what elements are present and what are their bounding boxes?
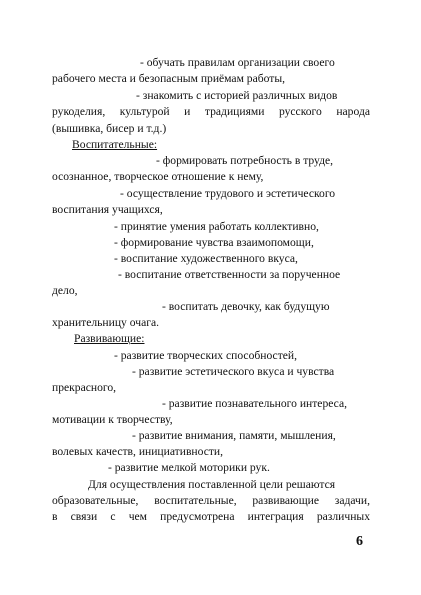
text-line: Для осуществления поставленной цели решаются bbox=[88, 478, 336, 491]
text-line: дело, bbox=[52, 284, 78, 297]
text-line: - формирование чувства взаимопомощи, bbox=[114, 236, 314, 249]
text-line: - воспитание художественного вкуса, bbox=[114, 252, 298, 265]
section-heading-educational: Воспитательные: bbox=[72, 138, 158, 151]
text-line: - развитие мелкой моторики рук. bbox=[108, 461, 270, 474]
text-line: в связи с чем предусмотрена интеграция различных bbox=[52, 510, 370, 523]
text-line: хранительницу очага. bbox=[52, 316, 160, 329]
text-line: образовательные, воспитательные, развивающие задачи, bbox=[52, 494, 370, 507]
text-line: воспитания учащихся, bbox=[52, 203, 163, 216]
text-line: - развитие творческих способностей, bbox=[114, 349, 298, 362]
text-line: рабочего места и безопасным приёмам работы, bbox=[52, 72, 286, 85]
text-line: - развитие познавательного интереса, bbox=[162, 397, 348, 410]
text-line: - принятие умения работать коллективно, bbox=[114, 220, 319, 233]
text-line: прекрасного, bbox=[52, 381, 117, 394]
text-line: рукоделия, культурой и традициями русского народа bbox=[52, 105, 370, 118]
text-line: - воспитать девочку, как будущую bbox=[162, 300, 330, 313]
text-line: - развитие эстетического вкуса и чувства bbox=[132, 365, 335, 378]
text-line: - формировать потребность в труде, bbox=[156, 154, 334, 167]
text-line: волевых качеств, инициативности, bbox=[52, 445, 224, 458]
text-line: - знакомить с историей различных видов bbox=[136, 89, 338, 102]
text-line: (вышивка, бисер и т.д.) bbox=[52, 122, 167, 135]
text-line: мотивации к творчеству, bbox=[52, 413, 173, 426]
section-heading-developmental: Развивающие: bbox=[74, 332, 145, 345]
text-line: осознанное, творческое отношение к нему, bbox=[52, 170, 264, 183]
text-line: - осуществление трудового и эстетического bbox=[120, 187, 336, 200]
text-line: - воспитание ответственности за порученное bbox=[118, 268, 341, 281]
text-line: - обучать правилам организации своего bbox=[140, 56, 335, 69]
text-line: - развитие внимания, памяти, мышления, bbox=[132, 429, 336, 442]
page-number: 6 bbox=[356, 534, 363, 549]
